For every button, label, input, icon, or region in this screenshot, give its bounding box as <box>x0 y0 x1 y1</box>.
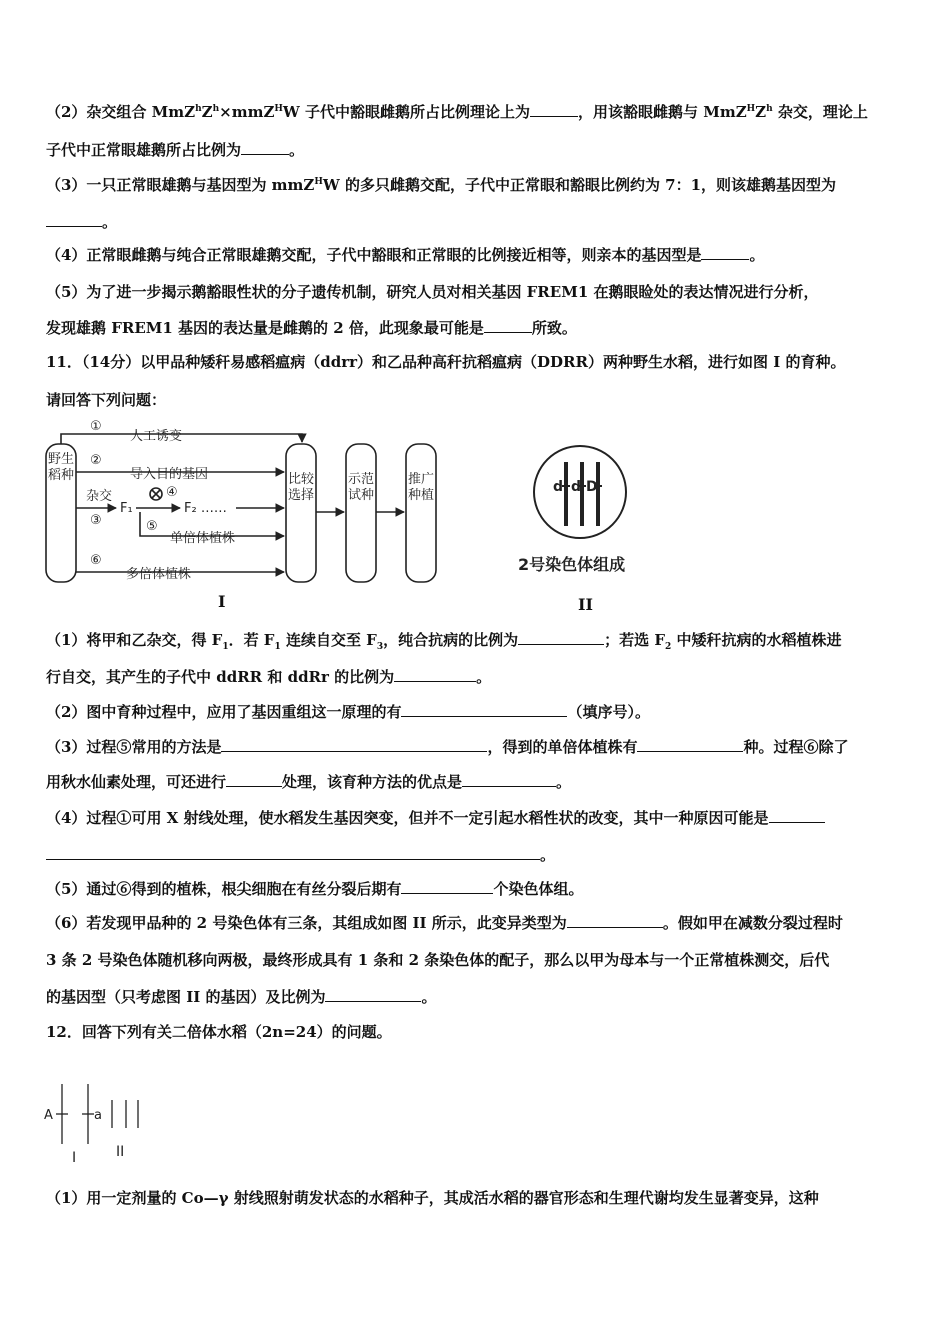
step2-label: 导入目的基因 <box>130 467 209 482</box>
cross-label: 杂交 <box>86 489 113 504</box>
figure-chromosome-composition <box>510 422 670 602</box>
step6-label: 多倍体植株 <box>126 567 192 582</box>
q10-part2-line1: （2）杂交组合 $MmZ^hZ^h\times mmZ^HW$ 子代中豁眼雌鹅所占比例理论上为 ，用该豁眼雌鹅与 $MmZ^HZ^h$ 杂交，理论上 <box>46 103 868 121</box>
q11-part3-line2: 用秋水仙素处理，可还进行 处理，该育种方法的优点是 。 <box>46 773 572 791</box>
step6-number: ⑥ <box>90 553 102 568</box>
f2-label: F₂ …… <box>184 501 227 516</box>
q10-part3-line2: 。 <box>46 212 117 232</box>
answer-blank[interactable] <box>567 913 663 928</box>
gene-label-3: D <box>586 479 598 495</box>
q11-part6-line1: （6）若发现甲品种的 2 号染色体有三条，其组成如图 II 所示，此变异类型为 。假如甲在减数分裂过程时 <box>46 914 843 932</box>
q11-part1-line1: （1）将甲和乙杂交，得 $F_1$．若 $F_1$ 连续自交至 $F_3$，纯合抗病的比例为 ；若选 $F_2$ 中矮秆抗病的水稻植株进 <box>46 631 842 652</box>
step5-label: 单倍体植株 <box>170 531 236 546</box>
q11-part4-line1: （4）过程①可用 X 射线处理，使水稻发生基因突变，但并不一定引起水稻性状的改变，其中一种原因可能是 <box>46 808 825 828</box>
answer-blank[interactable] <box>325 987 421 1002</box>
q11-part3-line1: （3）过程⑤常用的方法是 ，得到的单倍体植株有 种。过程⑥除了 <box>46 738 849 756</box>
figure-ii-caption: II <box>578 595 593 614</box>
chromosome-title: 2号染色体组成 <box>518 555 626 574</box>
wild-rice-text: 野生稻种 <box>47 452 74 483</box>
step5-number: ⑤ <box>146 519 158 534</box>
answer-blank[interactable] <box>462 772 556 787</box>
promote-plant-text: 推广种植 <box>407 472 434 503</box>
q12-stem: 12．回答下列有关二倍体水稻（2n=24）的问题。 <box>46 1023 392 1041</box>
figure-gene-loci <box>40 1082 160 1162</box>
q10-part5-line2: 发现雄鹅 FREM1 基因的表达量是雌鹅的 2 倍，此现象最可能是 所致。 <box>46 319 577 337</box>
answer-blank[interactable] <box>226 772 282 787</box>
step3-number: ③ <box>90 513 102 528</box>
q11-stem-line2: 请回答下列问题： <box>46 391 167 409</box>
q12-part1: （1）用一定剂量的 Co—γ 射线照射萌发状态的水稻种子，其成活水稻的器官形态和生理代谢均发生显著变异，这种 <box>46 1189 819 1207</box>
answer-blank[interactable] <box>637 737 743 752</box>
answer-blank[interactable] <box>46 845 540 860</box>
answer-blank[interactable] <box>401 702 567 717</box>
answer-blank[interactable] <box>401 879 493 894</box>
answer-blank[interactable] <box>241 140 289 155</box>
q10-part2-line2: 子代中正常眼雄鹅所占比例为 。 <box>46 141 305 159</box>
step2-number: ② <box>90 453 102 468</box>
f1-label: F₁ <box>120 501 133 516</box>
step1-label: 人工诱变 <box>130 429 183 444</box>
answer-blank[interactable] <box>769 808 825 823</box>
q10-part3-line1: （3）一只正常眼雄鹅与基因型为 mmZ$^H$W 的多只雌鹅交配，子代中正常眼和豁眼比例约为 7：1，则该雄鹅基因型为 <box>46 176 837 194</box>
q11-part5: （5）通过⑥得到的植株，根尖细胞在有丝分裂后期有 个染色体组。 <box>46 880 584 898</box>
answer-blank[interactable] <box>221 737 487 752</box>
q11-part4-line2: 。 <box>46 845 555 865</box>
caption-II: II <box>116 1144 125 1160</box>
q10-part4: （4）正常眼雌鹅与纯合正常眼雄鹅交配，子代中豁眼和正常眼的比例接近相等，则亲本的基因型是 。 <box>46 246 765 264</box>
step4-number: ④ <box>166 485 178 500</box>
trial-plant-text: 示范试种 <box>347 472 374 503</box>
q10-part5-line1: （5）为了进一步揭示鹅豁眼性状的分子遗传机制，研究人员对相关基因 FREM1 在鹅眼睑处的表达情况进行分析， <box>46 283 819 301</box>
q11-part6-line2: 3 条 2 号染色体随机移向两极，最终形成具有 1 条和 2 条染色体的配子，那么以甲为母本与一个正常植株测交，后代 <box>46 951 830 969</box>
q11-part2: （2）图中育种过程中，应用了基因重组这一原理的有 （填序号）。 <box>46 703 650 721</box>
answer-blank[interactable] <box>701 245 749 260</box>
gene-a-label: a <box>94 1108 102 1123</box>
figure-breeding-flowchart <box>40 412 440 612</box>
answer-blank[interactable] <box>518 630 604 645</box>
answer-blank[interactable] <box>46 212 102 227</box>
q11-part6-line3: 的基因型（只考虑图 II 的基因）及比例为 。 <box>46 988 437 1006</box>
caption-I: I <box>72 1150 77 1162</box>
compare-select-text: 比较选择 <box>287 472 314 503</box>
answer-blank[interactable] <box>530 102 578 117</box>
q11-part1-line2: 行自交，其产生的子代中 ddRR 和 ddRr 的比例为 。 <box>46 668 492 686</box>
answer-blank[interactable] <box>484 318 532 333</box>
q11-stem-line1: 11．（14分）以甲品种矮秆易感稻瘟病（ddrr）和乙品种高秆抗稻瘟病（DDRR）两种野生水稻，进行如图 I 的育种。 <box>46 353 846 371</box>
gene-label-1: d <box>553 479 564 495</box>
step1-number: ① <box>90 419 102 434</box>
figure-i-caption: I <box>218 592 226 611</box>
gene-A-label: A <box>44 1108 53 1123</box>
answer-blank[interactable] <box>394 667 476 682</box>
gene-label-2: d <box>571 479 582 495</box>
